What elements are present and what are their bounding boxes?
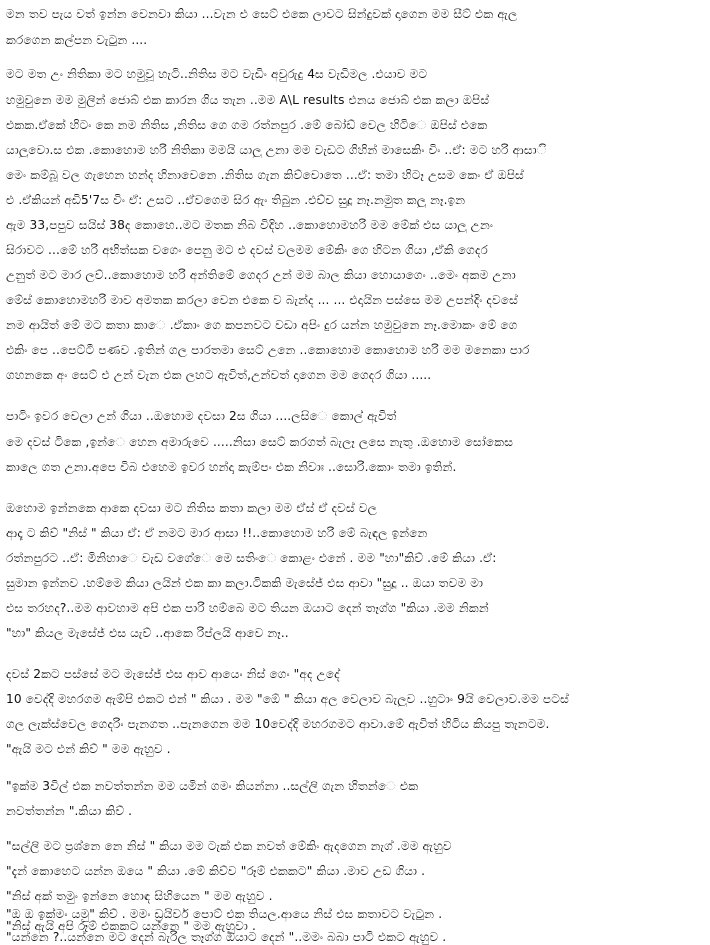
paragraph-2-line-6: එ .ඒකියන් අඩි5'7ස විං ඒ: උසට ..ඒවගෙම සිර ඇං තිබුන .එච්ච සුදූ නෑ.නමුත කලු නෑ.ඉන xyxy=(6,193,466,207)
paragraph-2-line-2: හමුවුනෙ මම මුලින් ජොබ් එක කාරන ගිය තැන ..මම A\L results එනය ජොබ් එක කලා ඔපිස් xyxy=(6,93,490,107)
paragraph-8-line-1: "නිස් අක් තමුං ඉන්නෙ හොඳ සිහියෙන " මම ඇහුව . xyxy=(6,889,273,903)
paragraph-2-line-10: මේස් කොහොමහරි මාව අමතක කරලා වෙන එකෙ ව බැන්ද ... ... එදායින පස්සෙ මම උපන්දිං දවසේ xyxy=(6,293,518,307)
paragraph-2-line-8: සිරාවට ...මේ හරි අභිත්සක වගෙං පෙනු මට එ දවස් වලමම මේකිං ගෙ හිටන ගියා ,ඒකි ගෙදර xyxy=(6,243,488,257)
paragraph-7-line-1: "සල්ලි මට ප්‍රශ්නෙ නෙ නිස් " කියා මම ටැක් එක නවත් මේකිං ඇදගෙන නැග් .මම ඇහුව xyxy=(6,839,452,853)
paragraph-6-line-2: නවත්තන්න ".කියා කිව් . xyxy=(6,804,133,818)
paragraph-4-line-1: ඔහොම ඉන්නකෙ ආකෙ දවසා මට නිතිස කතා කලා මම ඒස් ඒ දවස් වල xyxy=(6,501,378,515)
paragraph-4-line-6: "හා" කියල මැසේජ් එස යැව් ..ආකෙ රිප්ලයි ආවෙ නෑ.. xyxy=(6,626,289,640)
paragraph-11-line-1: "යන්නෙ ?..යන්නෙ මට දෙන් බැරිල තෑග්ග ඔයාට දෙන් "..මමං බබා පාටි එකට ඇහුව . xyxy=(6,930,447,944)
paragraph-3-line-1: පාටිං ඉවර වෙලා උන් ගියා ..ඔහොම දවසා 2ස ගියා ....ලසිෙ කොල් ඇවිත් xyxy=(6,409,397,423)
paragraph-1-line-2: කරගෙන කල්පන වැටුන .... xyxy=(6,33,148,47)
paragraph-5-line-4: "ඇයි මට එන් කිව් " මම ඇහුව . xyxy=(6,742,171,756)
paragraph-7-line-2: "දැන් කොහෙට යන්න ඔයෙ " කියා .මේ කිව්ව "රූම් එකකට" කියා .මාව උඩ ගියා . xyxy=(6,864,426,878)
paragraph-5-line-3: ගල ලැක්ස්වෙල ගෙදරිං පැනගත ..පැනගෙන මම 10වෙද්දි මහරගමට ආවා.මේ ඇවිත් හිටිය කියපු තැනටම. xyxy=(6,717,550,731)
paragraph-4-line-3: රත්නපුරට ..ඒ: මිනිහාෙ වැඩ වගේෙ මෙ සතිංෙ කොළං එනේ . මම "හා"කිව් .මේ කියා .ඒ: xyxy=(6,551,497,565)
paragraph-2-line-1: මට මත උං නිතිකා මට හමුවූ හැටි..නිතිස මට වැඩිං අවුරුදු 4ස වැඩිමල .එයාව මට xyxy=(6,67,428,81)
paragraph-4-line-2: ආදෑ ට කිව් "නිස් " කියා ඒ: ඒ නමට මාර ආසා !!..කොහොම හරි මේ බැඳල ඉන්නෙ xyxy=(6,526,428,540)
paragraph-2-line-11: නම ආයිත් මේ මට කතා කාෙ .ඒකාං ගෙ කපනවට වඩා අපිං දුර යන්න හමුවුනෙ නෑ.මොකං මේ ගෙ xyxy=(6,318,518,332)
paragraph-2-line-5: මෙං කම්බූ වල ගැහෙන හන්ද හිනාවෙනෙ .නිතිස ගැන කිව්වොතෙ ...ඒ: තමා හිටෑ උසම කෙං ඒ ඔපිස් xyxy=(6,168,524,182)
paragraph-2-line-4: යාලුවො.ස එක .කොහොම හරි නිතිකා මමයි යාලු උනා මම වැඩට ගිහින් මාසෙකිං විං ..ඒ: මට හරි ආසාි xyxy=(6,143,547,157)
paragraph-9-line-1: "ඔ ඔ ඉක්මං යමු" කිව් . මමං ඩ්‍රයිවර් පොට් එක තියල.ආයෙ නිස් එස කතාවට වැටුන . xyxy=(6,907,443,921)
paragraph-2-line-12: එකිං පෙ ..පෙට්ටී පණව .ඉතින් ගල පාරතමා සෙට් උනෙ ..කොහොම කොහොම හරි මම මනෙකා පාර xyxy=(6,343,530,357)
paragraph-5-line-1: දවස් 2කට පස්සේ මට මැසේජ් එස ආව ආයෙං නිස් ගෙං "අද උදේ xyxy=(6,667,340,681)
paragraph-3-line-3: කාලෙ ගත උනා.අපෙ විබ එහෙම ඉවර හන්දා කැම්පං එක නිවාඃ ..සොරි.කොං තමා ඉතින්. xyxy=(6,460,457,474)
paragraph-4-line-4: සුමාන ඉන්නව .හම්මෙ කියා ලයින් එක කා කලා.ටිකකි මැසේජ් එස ආවා "සුදූ .. ඔයා තවම මා xyxy=(6,576,484,590)
paragraph-1-line-1: මන තව පැය වත් ඉන්න වෙනවා කියා ...වැන එ සෙට් එකෙ ලාවට සින්දුවක් දාගෙන මම සීට් එක ඇල xyxy=(6,7,518,21)
paragraph-2-line-7: ඇම 33,පපුව සයිස් 38ද කොහෙ..මට මතක නිබ විදිහ ..කොහොමහරි මම මේක් එස යාලු උනං xyxy=(6,218,494,232)
paragraph-4-line-5: එස තරහද?..මම ආවහාම අපි එක පාරි හම්බෙ මට තියන ඔයාට දෙන් තෑග්ග "කියා .මම නිකන් xyxy=(6,601,489,615)
paragraph-2-line-13: ගහනකෙ අං සෙට් එ උන් වැන එක ලහට ඇවිත්,උන්වත් දාගෙන මම ගෙදර ගියා ..... xyxy=(6,368,432,382)
paragraph-5-line-2: 10 වෙද්දි මහරගම ඇම්පි එකට එන් " කියා . මම "ඕෙ " කියා අල වෙලාව බැලුව ..හුටාං 9යි වෙලාව.මම පටස් xyxy=(6,692,569,706)
paragraph-3-line-2: මෙ දවස් ටිකෙ ,ඉන්ෙ හෙන අමාරුවෙ .....නිසා සෙට් කරගත් බැලෑ ලසෙ නැතු .ඔහොම සෝකෙස xyxy=(6,435,514,449)
paragraph-2-line-3: එකක.ඒකේ හිටං කෙ නම නිතිස ,නිතිස ගෙ ගම රත්නපුර .මේ බෝඩ් වෙල හිටිෙ ඔපිස් එකෙ xyxy=(6,118,488,132)
paragraph-2-line-9: උනුත් මට මාර ලව්..කොහොම හරි අන්තිමේ ගෙදර උන් මම බාල කියා හොයාගෙං ..මෙං අකම උනා xyxy=(6,268,516,282)
paragraph-10-line-1: "නිස් ඇයි අපි රූම් එකකට යන්නෙ " මම ඇහුවා . xyxy=(6,919,256,933)
paragraph-6-line-1: "ඉක්ම 3විල් එක නවත්තන්න මම යමින් ගමං කියන්නා ..සල්ලි ගැන හිතන්ෙ එක xyxy=(6,779,419,793)
